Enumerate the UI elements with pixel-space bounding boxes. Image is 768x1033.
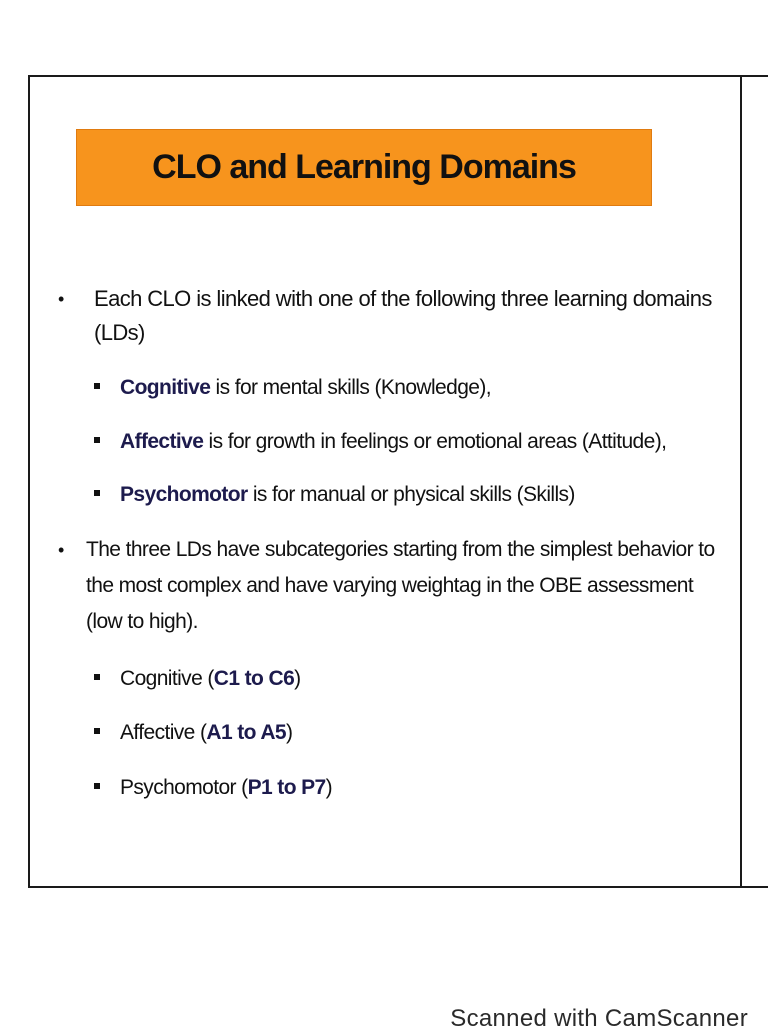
square-bullet-icon — [94, 383, 100, 389]
label-psychomotor: Psychomotor ( — [120, 776, 248, 799]
term-affective: Affective — [120, 430, 204, 453]
slide-frame — [28, 75, 742, 888]
desc-affective: is for growth in feelings or emotional areas (Attitude), — [203, 430, 667, 453]
square-bullet-icon — [94, 674, 100, 680]
sub-item-affective-range — [94, 718, 292, 748]
square-bullet-icon — [94, 728, 100, 734]
slide-title: CLO and Learning Domains — [152, 148, 576, 186]
term-psychomotor: Psychomotor — [120, 483, 248, 506]
scanner-watermark: Scanned with CamScanner — [450, 1005, 748, 1032]
term-cognitive: Cognitive — [120, 376, 211, 399]
bullet-2 — [58, 532, 718, 640]
adjacent-slide-edge — [742, 75, 768, 888]
square-bullet-icon — [94, 437, 100, 443]
sub-item-cognitive — [94, 373, 491, 403]
code-psychomotor: P1 to P7 — [247, 776, 326, 799]
sub-item-affective — [94, 427, 666, 457]
slide-content — [30, 77, 740, 886]
square-bullet-icon — [94, 490, 100, 496]
bullet-dot: • — [58, 540, 64, 560]
code-affective: A1 to A5 — [206, 721, 286, 744]
bullet-dot: • — [58, 289, 64, 309]
sub-item-cognitive-range — [94, 664, 301, 694]
close-affective: ) — [286, 721, 293, 744]
desc-psychomotor: is for manual or physical skills (Skills) — [247, 483, 575, 506]
label-affective: Affective ( — [120, 721, 207, 744]
label-cognitive: Cognitive ( — [120, 667, 214, 690]
desc-cognitive: is for mental skills (Knowledge), — [210, 376, 491, 399]
bullet-2-text: The three LDs have subcategories starting from the simplest behavior to the most complex and have varying weightag in the OBE assessment (low to high). — [86, 538, 715, 633]
bullet-1-text: Each CLO is linked with one of the following three learning domains (LDs) — [94, 286, 712, 345]
sub-item-psychomotor — [94, 480, 575, 510]
square-bullet-icon — [94, 783, 100, 789]
close-cognitive: ) — [294, 667, 301, 690]
bullet-1 — [58, 282, 718, 350]
close-psychomotor: ) — [325, 776, 333, 799]
code-cognitive: C1 to C6 — [213, 667, 295, 690]
sub-item-psychomotor-range — [94, 773, 332, 803]
